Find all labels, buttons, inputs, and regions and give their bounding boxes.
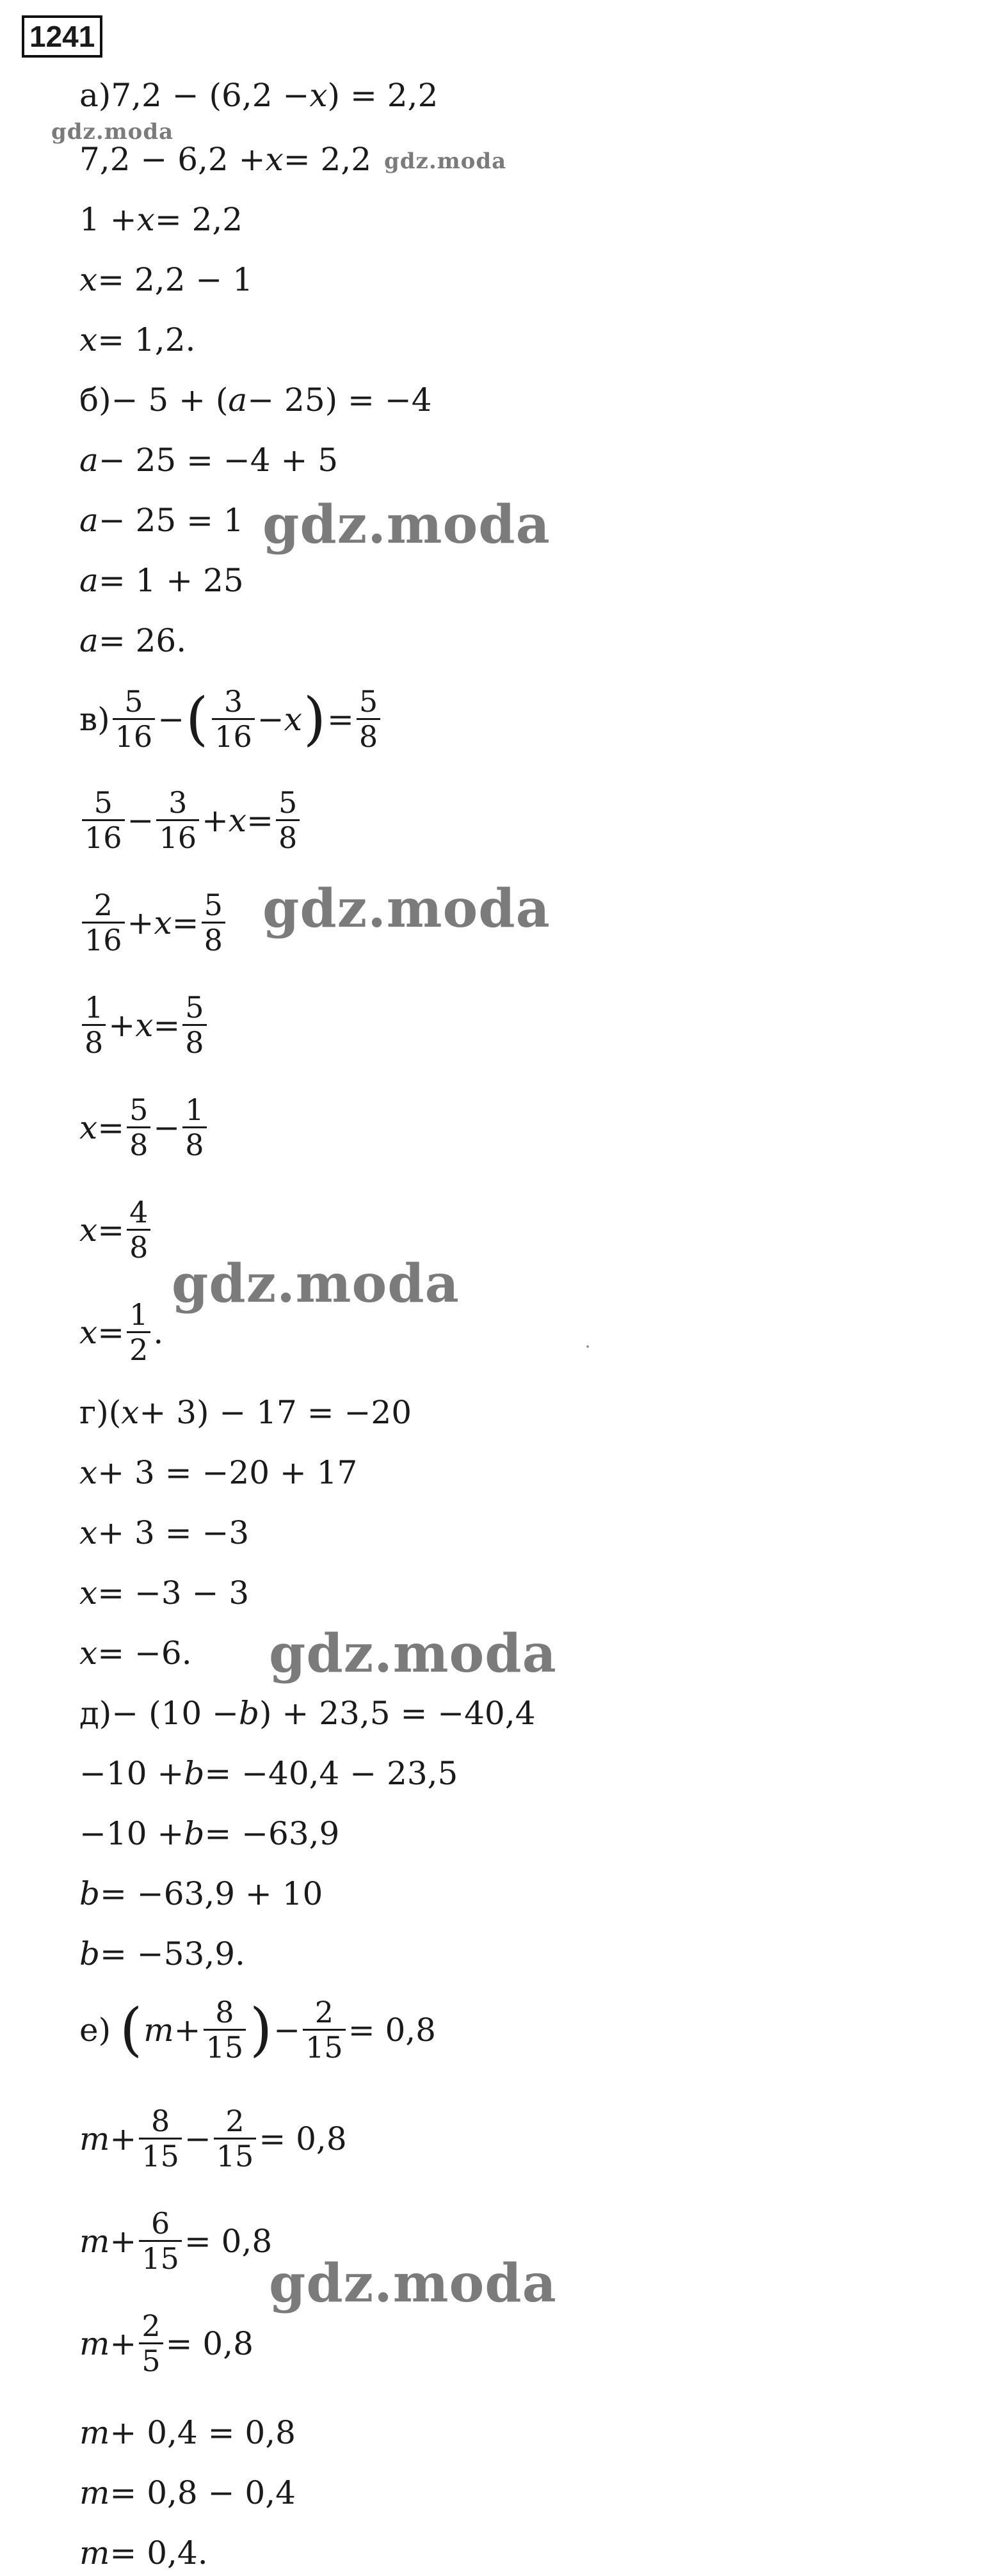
fraction: $\frac{5}{16}$ (113, 685, 156, 753)
eq-v-1: в) $\frac{5}{16}$ − ( $\frac{3}{16}$ − x ) = $\frac{5}{8}$ (79, 685, 383, 753)
watermark: gdz.moda (262, 494, 551, 556)
eq-g-2: x + 3 = −20 + 17 (79, 1454, 358, 1491)
fraction: $\frac{1}{8}$ (82, 991, 106, 1059)
part-label-e: е) (79, 2011, 111, 2049)
eq-b-3: a − 25 = 1 (79, 502, 244, 539)
eq-e-5: m + 0,4 = 0,8 (79, 2414, 296, 2451)
fraction: $\frac{2}{5}$ (139, 2309, 163, 2378)
eq-e-3: m + $\frac{6}{15}$ = 0,8 (79, 2206, 273, 2276)
part-label-a: а) (79, 77, 111, 114)
eq-d-2: −10 + b = −40,4 − 23,5 (79, 1755, 458, 1792)
eq-v-6: x = $\frac{4}{8}$ (79, 1196, 153, 1264)
eq-v-4: $\frac{1}{8}$ + x = $\frac{5}{8}$ (79, 991, 209, 1059)
fraction: $\frac{3}{16}$ (156, 786, 199, 854)
eq-v-5: x = $\frac{5}{8}$ − $\frac{1}{8}$ (79, 1093, 209, 1162)
fraction: $\frac{8}{15}$ (204, 1996, 246, 2064)
fraction: $\frac{8}{15}$ (139, 2104, 182, 2173)
watermark: gdz.moda (269, 2253, 557, 2314)
part-label-g: г) (79, 1394, 109, 1431)
eq-a-3: 1 + x = 2,2 (79, 201, 243, 238)
eq-e-4: m + $\frac{2}{5}$ = 0,8 (79, 2308, 254, 2378)
watermark: gdz.moda (262, 878, 551, 940)
fraction: $\frac{5}{8}$ (127, 1093, 150, 1162)
fraction: $\frac{5}{8}$ (276, 786, 300, 854)
part-label-b: б) (79, 381, 111, 419)
fraction: $\frac{5}{8}$ (182, 991, 206, 1059)
eq-g-3: x + 3 = −3 (79, 1514, 250, 1551)
watermark: gdz.moda (269, 1623, 557, 1684)
eq-a-4: x = 2,2 − 1 (79, 261, 254, 298)
eq-a-2: 7,2 − 6,2 + x = 2,2 (79, 141, 372, 178)
eq-g-5: x = −6. (79, 1635, 192, 1672)
problem-number: 1241 (22, 15, 102, 58)
eq-e-7: m = 0,4. (79, 2534, 208, 2572)
part-label-v: в) (79, 700, 110, 738)
fraction: $\frac{5}{16}$ (82, 786, 125, 854)
eq-d-5: b = −53,9. (79, 1935, 245, 1972)
eq-a-1: а) 7,2 − (6,2 − x ) = 2,2 (79, 77, 439, 114)
fraction: $\frac{1}{2}$ (127, 1298, 150, 1366)
speck (586, 1345, 589, 1348)
fraction: $\frac{5}{8}$ (357, 685, 380, 753)
fraction: $\frac{2}{16}$ (82, 888, 125, 957)
eq-v-7: x = $\frac{1}{2}$ . (79, 1297, 164, 1367)
fraction: $\frac{6}{15}$ (139, 2207, 182, 2275)
eq-d-1: д) − (10 − b ) + 23,5 = −40,4 (79, 1695, 536, 1732)
fraction: $\frac{2}{15}$ (214, 2104, 257, 2173)
eq-b-4: a = 1 + 25 (79, 562, 244, 599)
eq-v-3: $\frac{2}{16}$ + x = $\frac{5}{8}$ (79, 888, 228, 957)
fraction: $\frac{4}{8}$ (127, 1196, 150, 1264)
watermark: gdz.moda (384, 148, 507, 174)
eq-d-3: −10 + b = −63,9 (79, 1815, 340, 1852)
watermark: gdz.moda (172, 1253, 460, 1315)
eq-g-1: г) ( x + 3) − 17 = −20 (79, 1394, 412, 1431)
eq-d-4: b = −63,9 + 10 (79, 1875, 323, 1912)
eq-e-1: е) ( m + $\frac{8}{15}$ ) − $\frac{2}{15}$ = 0,8 (79, 1995, 436, 2065)
eq-b-5: a = 26. (79, 622, 187, 659)
eq-a-5: x = 1,2. (79, 321, 196, 358)
fraction: $\frac{1}{8}$ (182, 1093, 206, 1162)
fraction: $\frac{2}{15}$ (303, 1996, 346, 2064)
watermark: gdz.moda (51, 119, 174, 145)
fraction: $\frac{3}{16}$ (212, 685, 255, 753)
fraction: $\frac{5}{8}$ (202, 888, 225, 957)
part-label-d: д) (79, 1695, 112, 1732)
eq-e-6: m = 0,8 − 0,4 (79, 2474, 296, 2511)
eq-g-4: x = −3 − 3 (79, 1574, 250, 1612)
eq-e-2: m + $\frac{8}{15}$ − $\frac{2}{15}$ = 0,8 (79, 2104, 347, 2173)
eq-b-2: a − 25 = −4 + 5 (79, 442, 339, 479)
eq-b-1: б) − 5 + ( a − 25) = −4 (79, 381, 432, 419)
eq-v-2: $\frac{5}{16}$ − $\frac{3}{16}$ + x = $\frac{5}{8}$ (79, 786, 302, 854)
